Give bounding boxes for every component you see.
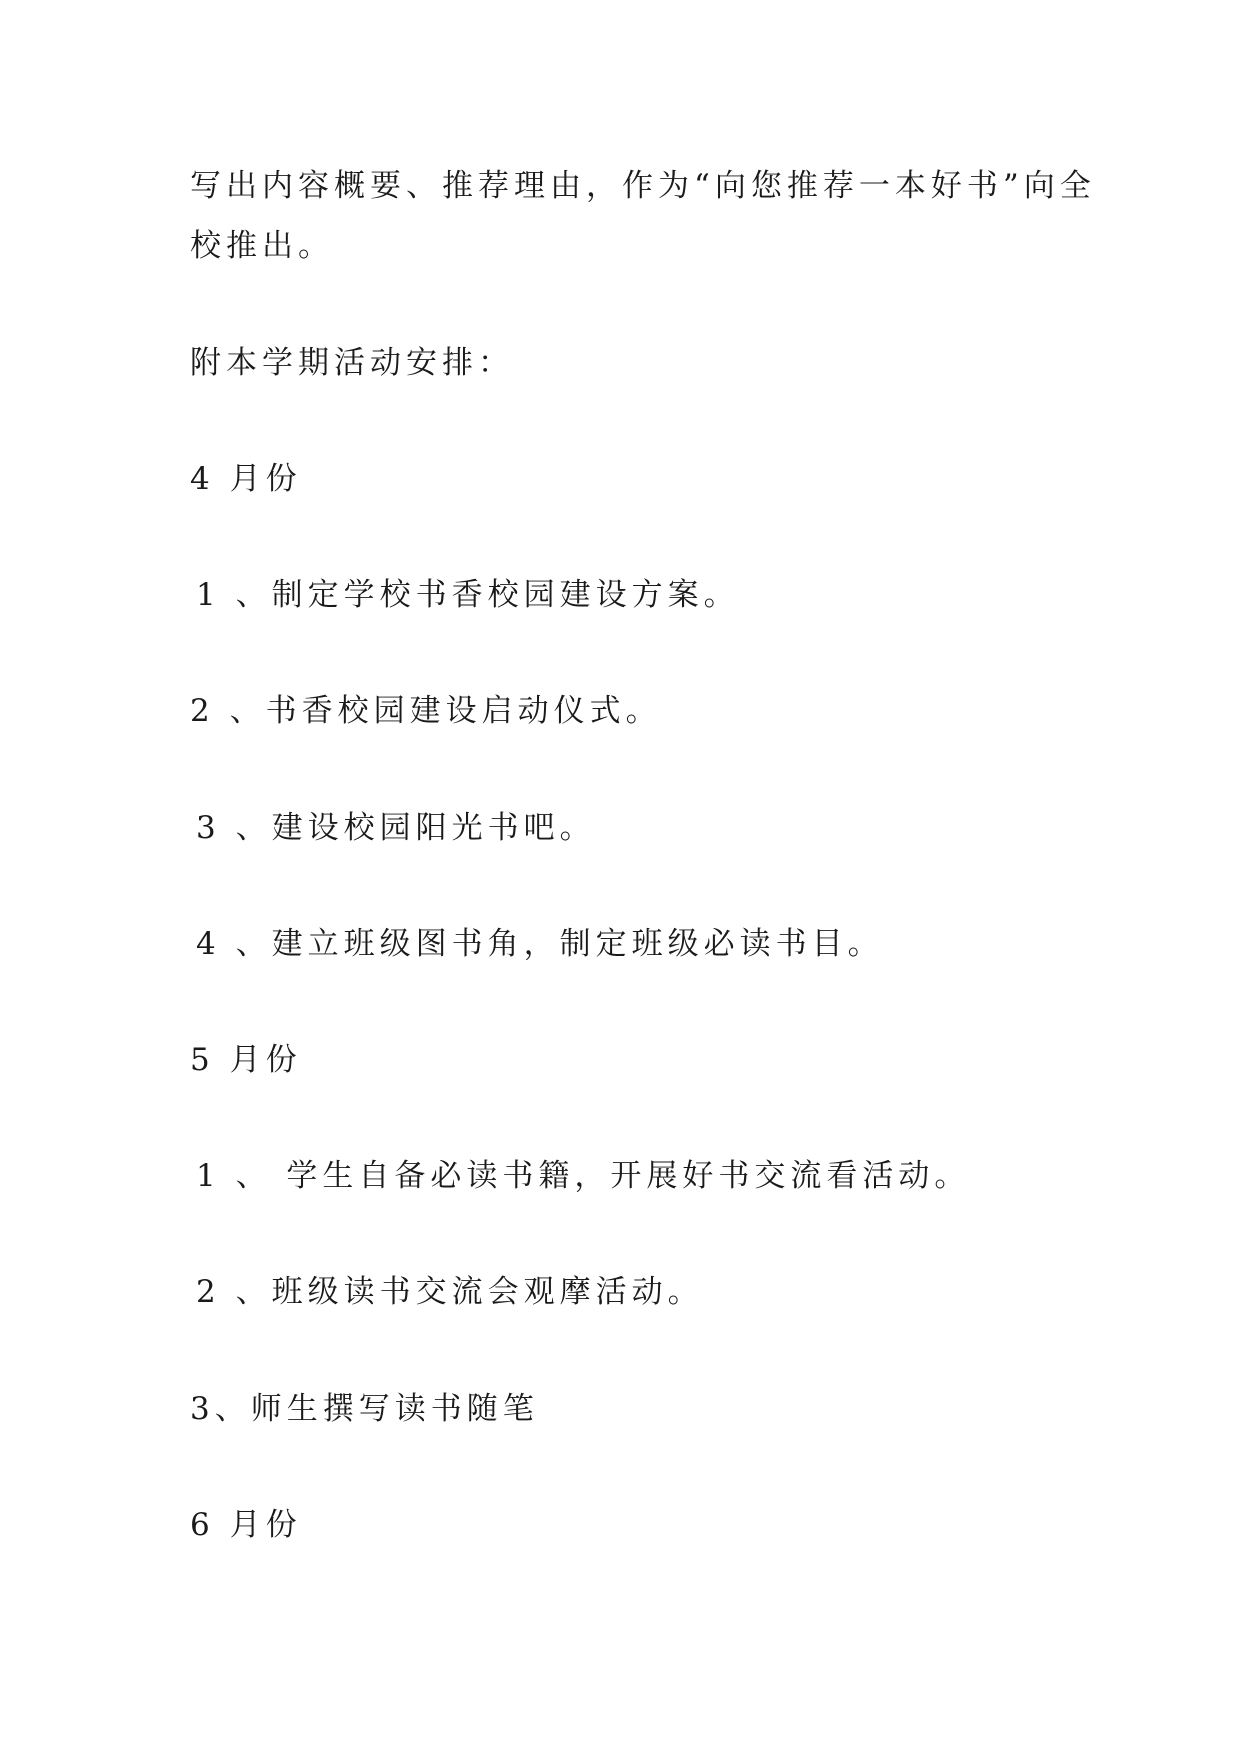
month-heading-june: 6 月份 [190, 1507, 302, 1543]
body-text-line: 写出内容概要、推荐理由，作为“向您推荐一本好书”向全 [190, 168, 1096, 204]
list-item: 3 、建设校园阳光书吧。 [196, 810, 596, 846]
list-item: 4 、建立班级图书角，制定班级必读书目。 [196, 926, 884, 962]
list-item: 3、师生撰写读书随笔 [190, 1391, 539, 1427]
body-text-line: 校推出。 [190, 228, 334, 264]
month-heading-may: 5 月份 [190, 1042, 302, 1078]
section-intro: 附本学期活动安排： [190, 345, 514, 381]
list-item: 1 、制定学校书香校园建设方案。 [196, 577, 740, 613]
list-item: 2 、书香校园建设启动仪式。 [190, 693, 662, 729]
list-item: 1 、 学生自备必读书籍，开展好书交流看活动。 [196, 1158, 971, 1194]
list-item: 2 、班级读书交流会观摩活动。 [196, 1274, 704, 1310]
month-heading-april: 4 月份 [190, 461, 302, 497]
